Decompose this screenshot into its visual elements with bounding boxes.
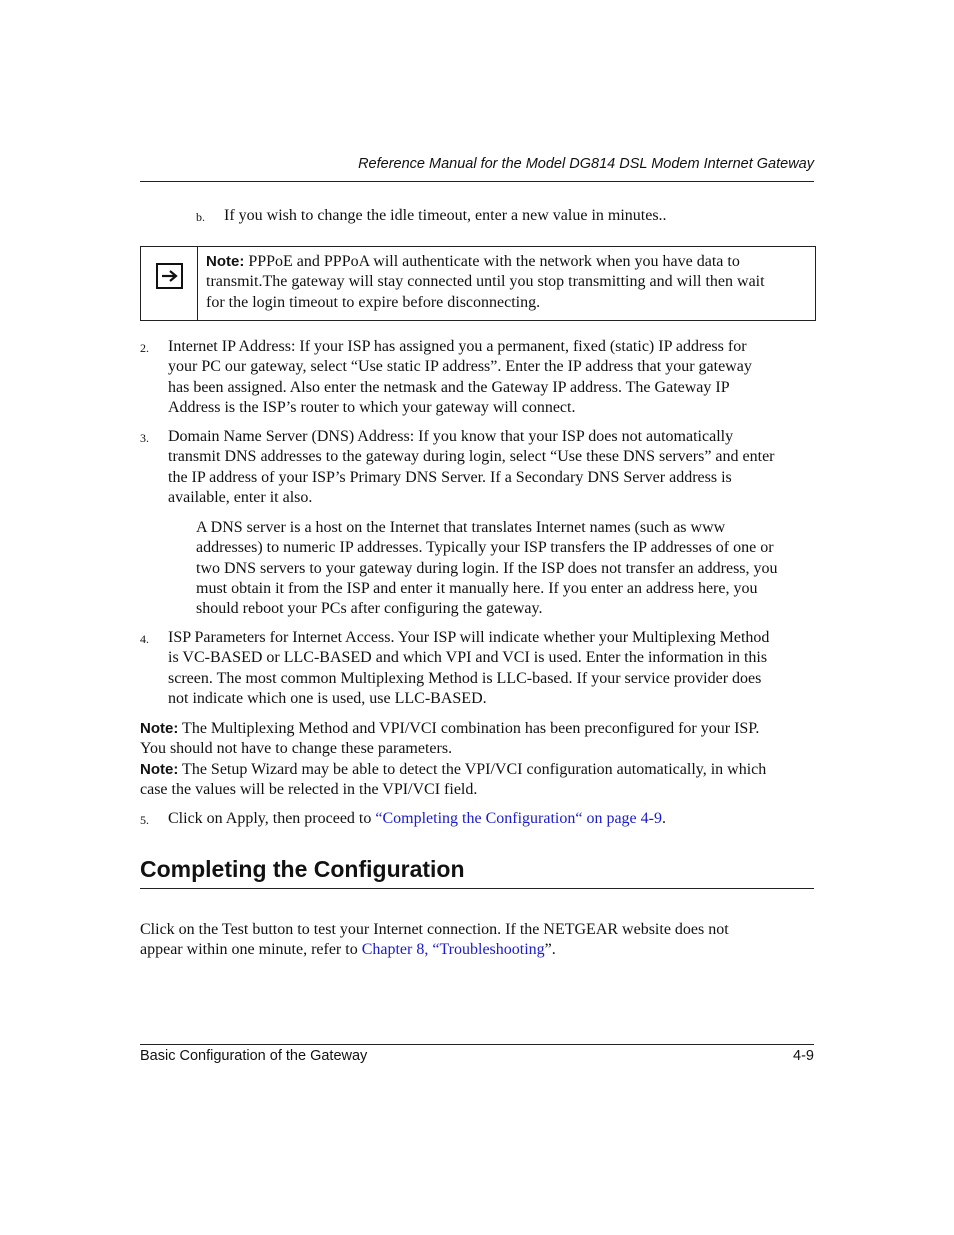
item-2-line: has been assigned. Also enter the netmask and the Gateway IP address. The Gateway IP [168, 378, 730, 396]
section-line-2-lead: appear within one minute, refer to [140, 941, 362, 959]
section-paragraph [140, 920, 729, 961]
troubleshooting-link[interactable]: Chapter 8, “Troubleshooting [361, 941, 545, 959]
note-line-1: PPPoE and PPPoA will authenticate with the network when you have data to [244, 253, 740, 270]
completing-config-link[interactable]: “Completing the Configuration“ on page 4-9 [375, 810, 662, 827]
dns-line: must obtain it from the ISP and enter it manually here. If you enter an address here, you [196, 579, 758, 597]
item-4-line: is VC-BASED or LLC-BASED and which VPI and VCI is used. Enter the information in this [168, 649, 768, 667]
item-2-text [168, 337, 752, 418]
note-2-line-2: case the values will be relected in the VPI/VCI field. [140, 780, 478, 798]
item-4-line: ISP Parameters for Internet Access. Your ISP will indicate whether your Multiplexing Method [168, 629, 770, 646]
note-text [206, 252, 810, 313]
footer-page-number: 4-9 [793, 1048, 814, 1064]
footer-rule [140, 1044, 814, 1045]
dns-line: should reboot your PCs after configuring the gateway. [196, 600, 543, 618]
section-heading: Completing the Configuration [140, 856, 465, 882]
item-4-line: screen. The most common Multiplexing Method is LLC-based. If your service provider does [168, 669, 762, 687]
item-3-line: the IP address of your ISP’s Primary DNS Server. If a Secondary DNS Server address is [168, 468, 732, 486]
note-1-line-1: The Multiplexing Method and VPI/VCI combination has been preconfigured for your ISP. [178, 720, 760, 737]
item-4-text [168, 628, 769, 709]
note-label: Note: [206, 253, 245, 270]
item-3-text [168, 427, 775, 508]
item-4-marker: 4. [140, 632, 149, 646]
item-3-line: available, enter it also. [168, 488, 313, 506]
dns-line: addresses) to numeric IP addresses. Typically your ISP transfers the IP addresses of one or [196, 539, 774, 557]
dns-paragraph [196, 518, 778, 619]
note-icon-cell [141, 247, 198, 320]
note-line-2: transmit.The gateway will stay connected until you stop transmitting and will then wait [206, 273, 765, 291]
step-b-text: If you wish to change the idle timeout, enter a new value in minutes.. [224, 207, 667, 224]
step-5-end: . [661, 810, 666, 827]
step-5-marker: 5. [140, 813, 149, 827]
note-line-3: for the login timeout to expire before disconnecting. [206, 293, 541, 311]
note-1-line-2: You should not have to change these parameters. [140, 740, 453, 758]
item-3-line: Domain Name Server (DNS) Address: If you know that your ISP does not automatically [168, 428, 734, 445]
item-2-marker: 2. [140, 341, 149, 355]
dns-line: two DNS servers to your gateway during login. If the ISP does not transfer an address, you [196, 559, 778, 577]
heading-rule [140, 888, 814, 889]
dns-line: A DNS server is a host on the Internet that translates Internet names (such as www [196, 519, 726, 536]
step-5-text [168, 809, 666, 829]
right-arrow-icon [156, 263, 183, 289]
section-line-2-end: ”. [544, 941, 556, 959]
item-3-marker: 3. [140, 431, 149, 445]
notes-block [140, 719, 766, 800]
step-5-lead: Click on Apply, then proceed to [168, 810, 376, 827]
note-box [140, 246, 816, 321]
item-4-line: not indicate which one is used, use LLC-BASED. [168, 689, 487, 707]
note-label: Note: [140, 760, 179, 778]
running-header: Reference Manual for the Model DG814 DSL Modem Internet Gateway [358, 156, 814, 172]
item-2-line: your PC our gateway, select “Use static IP address”. Enter the IP address that your gateway [168, 358, 752, 376]
footer-chapter-title: Basic Configuration of the Gateway [140, 1048, 368, 1064]
header-rule [140, 181, 814, 182]
item-2-line: Address is the ISP’s router to which your gateway will connect. [168, 398, 576, 416]
section-line-1: Click on the Test button to test your Internet connection. If the NETGEAR website does not [140, 921, 729, 938]
note-2-line-1: The Setup Wizard may be able to detect the VPI/VCI configuration automatically, in which [178, 760, 767, 778]
note-label: Note: [140, 720, 179, 737]
step-b-marker: b. [196, 210, 205, 224]
item-2-line: Internet IP Address: If your ISP has assigned you a permanent, fixed (static) IP address for [168, 338, 747, 355]
item-3-line: transmit DNS addresses to the gateway during login, select “Use these DNS servers” and enter [168, 448, 775, 466]
